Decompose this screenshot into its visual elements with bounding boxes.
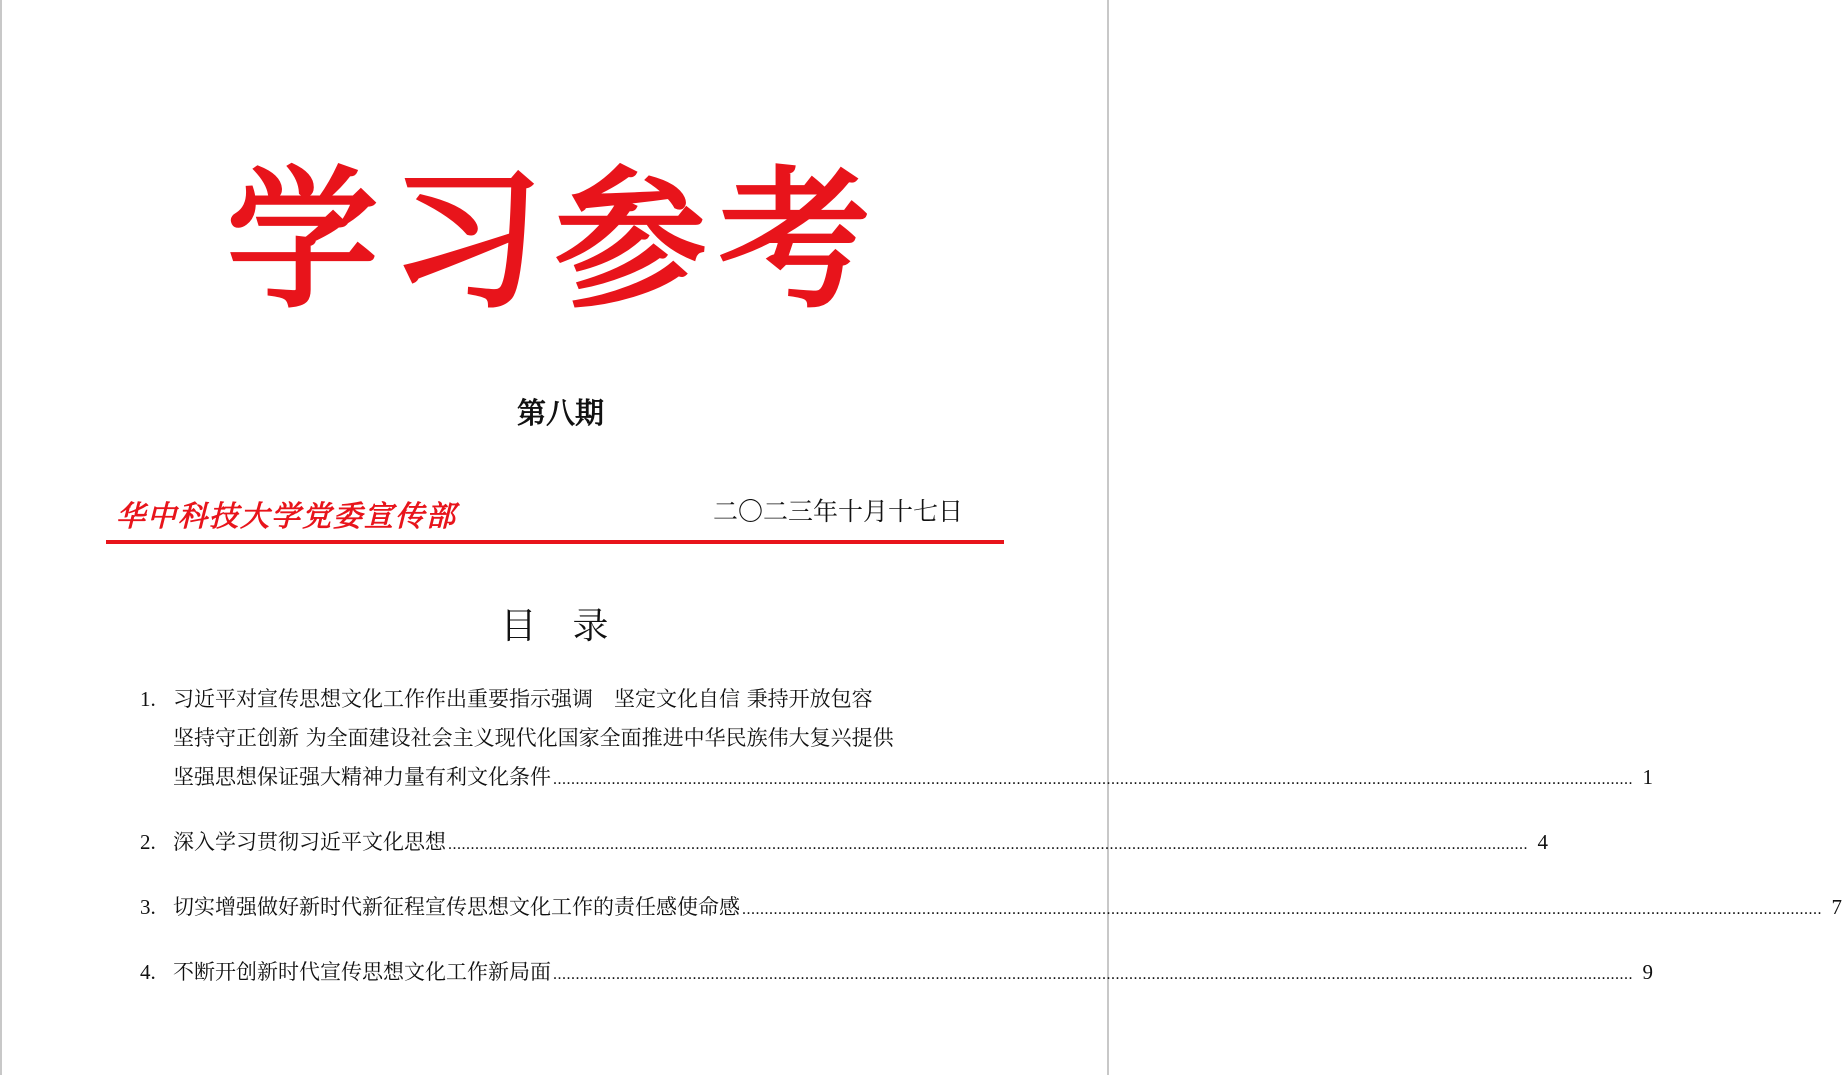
toc-item-text: 深入学习贯彻习近平文化思想 [173,830,446,854]
toc-item-last-line [173,758,1653,799]
toc-item-body [173,888,1842,929]
toc-item[interactable] [140,680,1653,799]
red-divider-rule [106,540,1004,544]
toc-item-text: 切实增强做好新时代新征程宣传思想文化工作的责任感使命感 [173,895,740,919]
issue-number: 第八期 [516,396,604,430]
masthead-title: 学习参考 [226,150,883,329]
toc-item-line: 坚持守正创新 为全面建设社会主义现代化国家全面推进中华民族伟大复兴提供 [173,726,894,750]
toc-item-last-line [173,953,1653,994]
toc-item-page: 9 [1642,960,1653,984]
toc-item-text: 坚强思想保证强大精神力量有利文化条件 [173,765,551,789]
toc-item[interactable] [140,953,1653,994]
toc-item-number: 1. [140,687,156,711]
toc-leader-dots: ................................................................................................................................................................................................................................................ [553,966,1633,983]
toc-item[interactable] [140,888,1842,929]
issuing-organization: 华中科技大学党委宣传部 [116,499,458,533]
toc-item-body [173,680,1653,799]
toc-item-number: 3. [140,895,156,919]
toc-heading: 目录 [500,606,645,647]
toc-item-body [173,823,1548,864]
toc-item-text: 不断开创新时代宣传思想文化工作新局面 [173,960,551,984]
toc-item-number: 2. [140,830,156,854]
toc-item-line: 习近平对宣传思想文化工作作出重要指示强调 坚定文化自信 秉持开放包容 [173,687,873,711]
toc-item-page: 7 [1831,895,1842,919]
toc-leader-dots: ................................................................................................................................................................................................................................................ [448,836,1528,853]
toc-item[interactable] [140,823,1548,864]
toc-item-body [173,953,1653,994]
toc-item-last-line [173,888,1842,929]
toc-leader-dots: ................................................................................................................................................................................................................................................ [742,901,1822,918]
toc-item-page: 1 [1642,765,1653,789]
issue-date: 二〇二三年十月十七日 [712,497,963,526]
toc-leader-dots: ................................................................................................................................................................................................................................................ [553,771,1633,788]
toc-item-page: 4 [1537,830,1548,854]
table-of-contents [140,680,1842,994]
toc-item-number: 4. [140,960,156,984]
toc-item-last-line [173,823,1548,864]
